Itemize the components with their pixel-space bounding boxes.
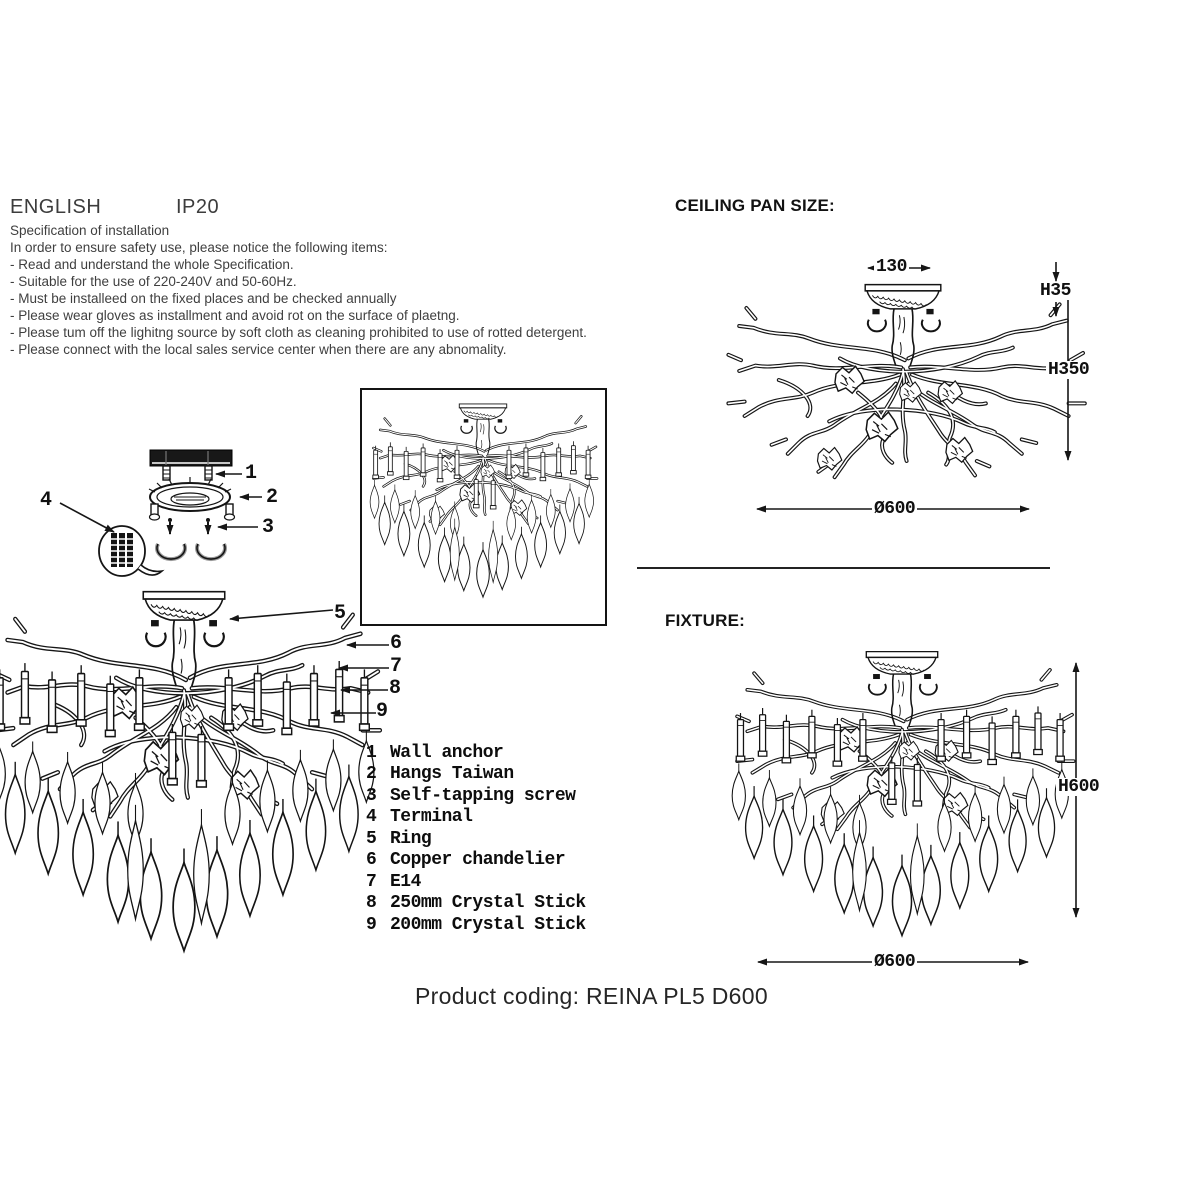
parts-list-row: 7 E14 <box>366 871 421 892</box>
section-divider <box>637 567 1050 569</box>
ip-rating: IP20 <box>176 196 220 218</box>
c-clip <box>157 544 225 559</box>
callout-4: 4 <box>40 489 53 512</box>
parts-list <box>366 742 586 936</box>
self-tapping-screw <box>168 518 210 534</box>
callout-9: 9 <box>376 700 389 723</box>
hardware-diagram <box>0 430 300 595</box>
inset-assembled-view <box>360 388 607 626</box>
callout-6: 6 <box>390 632 403 655</box>
terminal-bubble <box>99 526 162 576</box>
parts-list-row: 1 Wall anchor <box>366 742 504 763</box>
spec-item: - Please wear gloves as installment and avoid rot on the surface of plaetng. <box>10 308 460 323</box>
leader-4 <box>60 503 114 532</box>
ceiling-pan-title: CEILING PAN SIZE: <box>675 196 835 215</box>
dim-h35-label: H35 <box>1040 281 1071 301</box>
hanging-ring-part <box>149 477 235 520</box>
callout-3: 3 <box>262 516 275 539</box>
spec-title: Specification of installation <box>10 223 170 238</box>
spec-item: - Must be installeed on the fixed places and be checked annually <box>10 291 397 306</box>
wall-anchor <box>163 466 212 480</box>
language-label: ENGLISH <box>10 196 102 218</box>
dim-h600-label: H600 <box>1058 777 1100 797</box>
inset-chandelier <box>362 390 605 624</box>
spec-item: - Please tum off the lighitng source by soft cloth as cleaning prohibited to use of rotted detergent. <box>10 325 587 340</box>
fixture-title: FIXTURE: <box>665 611 745 630</box>
callout-8: 8 <box>389 677 402 700</box>
parts-list-row: 5 Ring <box>366 828 432 849</box>
parts-list-row: 6 Copper chandelier <box>366 850 566 871</box>
product-coding: Product coding: REINA PL5 D600 <box>415 983 768 1009</box>
callout-7: 7 <box>390 655 403 678</box>
parts-list-row: 9 200mm Crystal Stick <box>366 914 586 935</box>
dim-h350-label: H350 <box>1048 360 1090 380</box>
dim-130-label: 130 <box>876 257 907 277</box>
parts-list-row: 8 250mm Crystal Stick <box>366 893 586 914</box>
fixture-drawing <box>700 630 1120 975</box>
callout-2: 2 <box>266 486 279 509</box>
spec-item: - Read and understand the whole Specification. <box>10 257 294 272</box>
callout-5: 5 <box>334 602 347 625</box>
dim-fixture-diameter-label: Ø600 <box>874 952 916 972</box>
terminal-block <box>110 533 134 567</box>
leader-5 <box>230 610 333 619</box>
spec-item: - Please connect with the local sales service center when there are any abnomality. <box>10 342 507 357</box>
parts-list-row: 4 Terminal <box>366 807 473 828</box>
callout-1: 1 <box>245 462 258 485</box>
chandelier-drawing <box>0 575 412 975</box>
spec-text <box>10 222 587 358</box>
parts-list-row: 3 Self-tapping screw <box>366 785 576 806</box>
dim-pan-diameter-label: Ø600 <box>874 499 916 519</box>
spec-item: - Suitable for the use of 220-240V and 50-60Hz. <box>10 274 297 289</box>
parts-list-row: 2 Hangs Taiwan <box>366 764 514 785</box>
spec-intro: In order to ensure safety use, please notice the following items: <box>10 240 388 255</box>
